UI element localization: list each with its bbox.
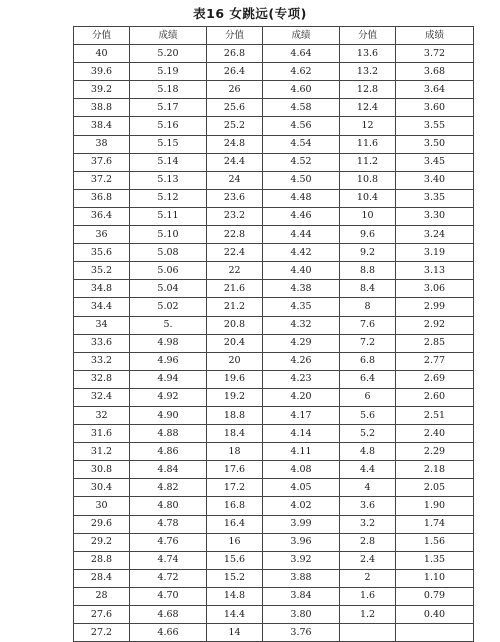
cell-result-1: 5.19 [130, 63, 207, 81]
cell-score-1: 31.2 [74, 443, 130, 461]
cell-result-3: 3.68 [396, 63, 474, 81]
table-row [74, 280, 474, 298]
cell-score-1: 36.8 [74, 189, 130, 207]
cell-score-2: 16.4 [207, 515, 263, 533]
cell-score-3: 4 [340, 479, 396, 497]
table-row [74, 298, 474, 316]
table-row [74, 515, 474, 533]
cell-score-3: 8.8 [340, 262, 396, 280]
cell-score-2: 14 [207, 624, 263, 642]
table-row [74, 81, 474, 99]
cell-result-3: 2.51 [396, 406, 474, 424]
table-row [74, 388, 474, 406]
cell-score-3: 11.2 [340, 153, 396, 171]
cell-result-2: 4.46 [263, 207, 340, 225]
cell-result-2: 4.35 [263, 298, 340, 316]
cell-result-1: 4.72 [130, 569, 207, 587]
cell-result-2: 3.92 [263, 551, 340, 569]
cell-result-2: 4.58 [263, 99, 340, 117]
cell-result-2: 3.96 [263, 533, 340, 551]
cell-score-1: 32 [74, 406, 130, 424]
cell-score-3: 9.6 [340, 226, 396, 244]
table-row [74, 569, 474, 587]
cell-result-1: 4.82 [130, 479, 207, 497]
cell-result-2: 3.80 [263, 606, 340, 624]
cell-score-2: 23.6 [207, 189, 263, 207]
cell-score-3: 7.6 [340, 316, 396, 334]
cell-score-2: 14.8 [207, 587, 263, 605]
cell-score-1: 33.6 [74, 334, 130, 352]
cell-score-2: 22.4 [207, 244, 263, 262]
cell-score-2: 25.6 [207, 99, 263, 117]
cell-score-2: 26.8 [207, 45, 263, 63]
cell-score-1: 36.4 [74, 207, 130, 225]
table-row [74, 370, 474, 388]
cell-result-3: 2.92 [396, 316, 474, 334]
cell-score-3: 3.6 [340, 497, 396, 515]
cell-result-1: 4.76 [130, 533, 207, 551]
cell-result-2: 4.11 [263, 443, 340, 461]
cell-result-2: 4.20 [263, 388, 340, 406]
cell-result-1: 5.17 [130, 99, 207, 117]
cell-score-1: 30 [74, 497, 130, 515]
cell-result-1: 4.88 [130, 425, 207, 443]
cell-result-2: 3.99 [263, 515, 340, 533]
cell-result-2: 3.76 [263, 624, 340, 642]
cell-result-3: 2.29 [396, 443, 474, 461]
cell-result-2: 4.29 [263, 334, 340, 352]
cell-score-2: 23.2 [207, 207, 263, 225]
cell-result-1: 5. [130, 316, 207, 334]
cell-score-1: 35.2 [74, 262, 130, 280]
cell-result-3: 1.35 [396, 551, 474, 569]
cell-score-1: 36 [74, 226, 130, 244]
cell-result-2: 4.54 [263, 135, 340, 153]
cell-score-1: 29.2 [74, 533, 130, 551]
cell-score-1: 28.8 [74, 551, 130, 569]
cell-result-1: 5.13 [130, 171, 207, 189]
cell-result-3: 3.60 [396, 99, 474, 117]
cell-score-3: 13.6 [340, 45, 396, 63]
cell-result-3: 3.35 [396, 189, 474, 207]
cell-score-2: 24.4 [207, 153, 263, 171]
cell-result-3: 3.45 [396, 153, 474, 171]
cell-score-3: 4.4 [340, 461, 396, 479]
cell-result-1: 4.78 [130, 515, 207, 533]
cell-score-1: 28 [74, 587, 130, 605]
table-row [74, 352, 474, 370]
table-row [74, 461, 474, 479]
cell-score-2: 26 [207, 81, 263, 99]
cell-score-2: 19.6 [207, 370, 263, 388]
cell-score-1: 39.2 [74, 81, 130, 99]
cell-score-2: 21.2 [207, 298, 263, 316]
cell-result-1: 4.74 [130, 551, 207, 569]
cell-result-1: 4.98 [130, 334, 207, 352]
cell-score-2: 15.6 [207, 551, 263, 569]
table-title: 表16 女跳远(专项) [193, 6, 307, 21]
cell-result-1: 4.90 [130, 406, 207, 424]
cell-result-2: 4.42 [263, 244, 340, 262]
cell-result-1: 4.94 [130, 370, 207, 388]
cell-score-3: 8 [340, 298, 396, 316]
cell-score-3: 7.2 [340, 334, 396, 352]
cell-result-1: 5.08 [130, 244, 207, 262]
cell-score-1: 37.2 [74, 171, 130, 189]
table-row [74, 406, 474, 424]
cell-score-3: 10 [340, 207, 396, 225]
cell-result-3: 2.40 [396, 425, 474, 443]
cell-result-2: 4.05 [263, 479, 340, 497]
cell-result-3: 1.74 [396, 515, 474, 533]
header-score-1: 分值 [74, 27, 130, 45]
cell-score-1: 29.6 [74, 515, 130, 533]
cell-result-3: 3.13 [396, 262, 474, 280]
table-row [74, 479, 474, 497]
cell-result-2: 4.17 [263, 406, 340, 424]
cell-result-3: 3.64 [396, 81, 474, 99]
cell-result-3: 2.69 [396, 370, 474, 388]
cell-score-3: 2 [340, 569, 396, 587]
header-score-3: 分值 [340, 27, 396, 45]
cell-score-1: 38.8 [74, 99, 130, 117]
cell-result-2: 4.40 [263, 262, 340, 280]
cell-score-1: 27.6 [74, 606, 130, 624]
cell-score-2: 16.8 [207, 497, 263, 515]
cell-result-2: 4.52 [263, 153, 340, 171]
cell-score-1: 27.2 [74, 624, 130, 642]
cell-result-1: 4.68 [130, 606, 207, 624]
cell-result-1: 5.06 [130, 262, 207, 280]
cell-score-3: 6.8 [340, 352, 396, 370]
header-score-2: 分值 [207, 27, 263, 45]
cell-result-3: 3.72 [396, 45, 474, 63]
cell-score-3: 12.4 [340, 99, 396, 117]
cell-score-2: 25.2 [207, 117, 263, 135]
cell-result-1: 5.16 [130, 117, 207, 135]
cell-result-1: 4.92 [130, 388, 207, 406]
cell-result-1: 5.10 [130, 226, 207, 244]
table-row [74, 117, 474, 135]
cell-result-1: 4.66 [130, 624, 207, 642]
cell-score-1: 28.4 [74, 569, 130, 587]
cell-result-1: 5.12 [130, 189, 207, 207]
cell-score-3: 13.2 [340, 63, 396, 81]
cell-score-1: 40 [74, 45, 130, 63]
cell-result-3: 2.77 [396, 352, 474, 370]
cell-result-2: 3.84 [263, 587, 340, 605]
cell-score-2: 18.4 [207, 425, 263, 443]
cell-score-3: 6 [340, 388, 396, 406]
table-row [74, 135, 474, 153]
cell-result-3: 3.55 [396, 117, 474, 135]
cell-score-1: 39.6 [74, 63, 130, 81]
header-result-1: 成绩 [130, 27, 207, 45]
cell-result-1: 5.18 [130, 81, 207, 99]
table-row [74, 624, 474, 642]
table-row [74, 443, 474, 461]
cell-score-3: 11.6 [340, 135, 396, 153]
table-row [74, 207, 474, 225]
table-row [74, 533, 474, 551]
cell-score-3: 1.2 [340, 606, 396, 624]
cell-score-3: 8.4 [340, 280, 396, 298]
cell-result-3: 1.56 [396, 533, 474, 551]
cell-result-3: 2.18 [396, 461, 474, 479]
cell-score-2: 17.2 [207, 479, 263, 497]
table-row [74, 262, 474, 280]
cell-score-2: 24.8 [207, 135, 263, 153]
cell-score-3 [340, 624, 396, 642]
cell-result-3: 0.40 [396, 606, 474, 624]
cell-score-2: 17.6 [207, 461, 263, 479]
cell-score-2: 20.4 [207, 334, 263, 352]
table-row [74, 63, 474, 81]
cell-result-1: 5.02 [130, 298, 207, 316]
cell-score-2: 18 [207, 443, 263, 461]
table-row [74, 153, 474, 171]
cell-result-3: 3.19 [396, 244, 474, 262]
cell-score-2: 22.8 [207, 226, 263, 244]
table-row [74, 189, 474, 207]
cell-result-1: 4.86 [130, 443, 207, 461]
cell-score-2: 26.4 [207, 63, 263, 81]
table-header-row [74, 27, 474, 45]
cell-result-3: 3.40 [396, 171, 474, 189]
cell-score-3: 3.2 [340, 515, 396, 533]
cell-score-3: 6.4 [340, 370, 396, 388]
cell-result-1: 5.04 [130, 280, 207, 298]
cell-result-2: 4.44 [263, 226, 340, 244]
cell-score-1: 38 [74, 135, 130, 153]
cell-score-2: 22 [207, 262, 263, 280]
header-result-3: 成绩 [396, 27, 474, 45]
score-table [73, 26, 474, 642]
table-row [74, 425, 474, 443]
cell-result-1: 5.15 [130, 135, 207, 153]
cell-score-1: 30.8 [74, 461, 130, 479]
cell-result-2: 3.88 [263, 569, 340, 587]
cell-result-2: 4.56 [263, 117, 340, 135]
cell-result-1: 5.20 [130, 45, 207, 63]
cell-result-3: 3.50 [396, 135, 474, 153]
cell-result-1: 4.80 [130, 497, 207, 515]
cell-result-2: 4.08 [263, 461, 340, 479]
cell-result-3: 2.85 [396, 334, 474, 352]
table-row [74, 171, 474, 189]
table-body [74, 45, 474, 642]
table-row [74, 316, 474, 334]
cell-score-1: 32.4 [74, 388, 130, 406]
cell-score-3: 12.8 [340, 81, 396, 99]
cell-result-2: 4.26 [263, 352, 340, 370]
cell-result-2: 4.02 [263, 497, 340, 515]
cell-result-1: 4.70 [130, 587, 207, 605]
cell-result-3: 0.79 [396, 587, 474, 605]
cell-score-2: 21.6 [207, 280, 263, 298]
cell-score-1: 34 [74, 316, 130, 334]
cell-result-2: 4.50 [263, 171, 340, 189]
cell-result-1: 5.14 [130, 153, 207, 171]
table-row [74, 99, 474, 117]
cell-score-1: 31.6 [74, 425, 130, 443]
cell-score-2: 15.2 [207, 569, 263, 587]
cell-score-1: 38.4 [74, 117, 130, 135]
cell-result-3: 2.99 [396, 298, 474, 316]
cell-score-2: 20 [207, 352, 263, 370]
table-row [74, 244, 474, 262]
table-row [74, 606, 474, 624]
cell-result-2: 4.38 [263, 280, 340, 298]
cell-result-1: 5.11 [130, 207, 207, 225]
cell-score-3: 5.6 [340, 406, 396, 424]
cell-score-3: 10.4 [340, 189, 396, 207]
cell-score-3: 1.6 [340, 587, 396, 605]
cell-result-2: 4.64 [263, 45, 340, 63]
cell-result-2: 4.48 [263, 189, 340, 207]
cell-score-3: 10.8 [340, 171, 396, 189]
cell-score-3: 4.8 [340, 443, 396, 461]
cell-score-1: 30.4 [74, 479, 130, 497]
cell-result-3 [396, 624, 474, 642]
table-row [74, 334, 474, 352]
cell-score-1: 35.6 [74, 244, 130, 262]
cell-score-1: 34.8 [74, 280, 130, 298]
cell-result-3: 2.05 [396, 479, 474, 497]
cell-result-2: 4.32 [263, 316, 340, 334]
cell-result-3: 1.90 [396, 497, 474, 515]
cell-result-3: 1.10 [396, 569, 474, 587]
cell-result-3: 3.24 [396, 226, 474, 244]
cell-score-2: 20.8 [207, 316, 263, 334]
cell-score-3: 2.4 [340, 551, 396, 569]
cell-result-3: 3.06 [396, 280, 474, 298]
table-row [74, 497, 474, 515]
cell-score-1: 37.6 [74, 153, 130, 171]
cell-score-2: 18.8 [207, 406, 263, 424]
table-row [74, 551, 474, 569]
cell-result-3: 3.30 [396, 207, 474, 225]
cell-score-2: 24 [207, 171, 263, 189]
header-result-2: 成绩 [263, 27, 340, 45]
cell-result-2: 4.60 [263, 81, 340, 99]
cell-score-1: 32.8 [74, 370, 130, 388]
cell-result-2: 4.23 [263, 370, 340, 388]
cell-score-3: 9.2 [340, 244, 396, 262]
cell-score-3: 5.2 [340, 425, 396, 443]
cell-score-2: 19.2 [207, 388, 263, 406]
table-row [74, 226, 474, 244]
cell-score-2: 14.4 [207, 606, 263, 624]
cell-score-1: 33.2 [74, 352, 130, 370]
cell-result-1: 4.84 [130, 461, 207, 479]
cell-result-2: 4.62 [263, 63, 340, 81]
cell-score-1: 34.4 [74, 298, 130, 316]
cell-result-1: 4.96 [130, 352, 207, 370]
cell-result-2: 4.14 [263, 425, 340, 443]
table-row [74, 45, 474, 63]
table-row [74, 587, 474, 605]
cell-result-3: 2.60 [396, 388, 474, 406]
cell-score-3: 2.8 [340, 533, 396, 551]
cell-score-2: 16 [207, 533, 263, 551]
cell-score-3: 12 [340, 117, 396, 135]
